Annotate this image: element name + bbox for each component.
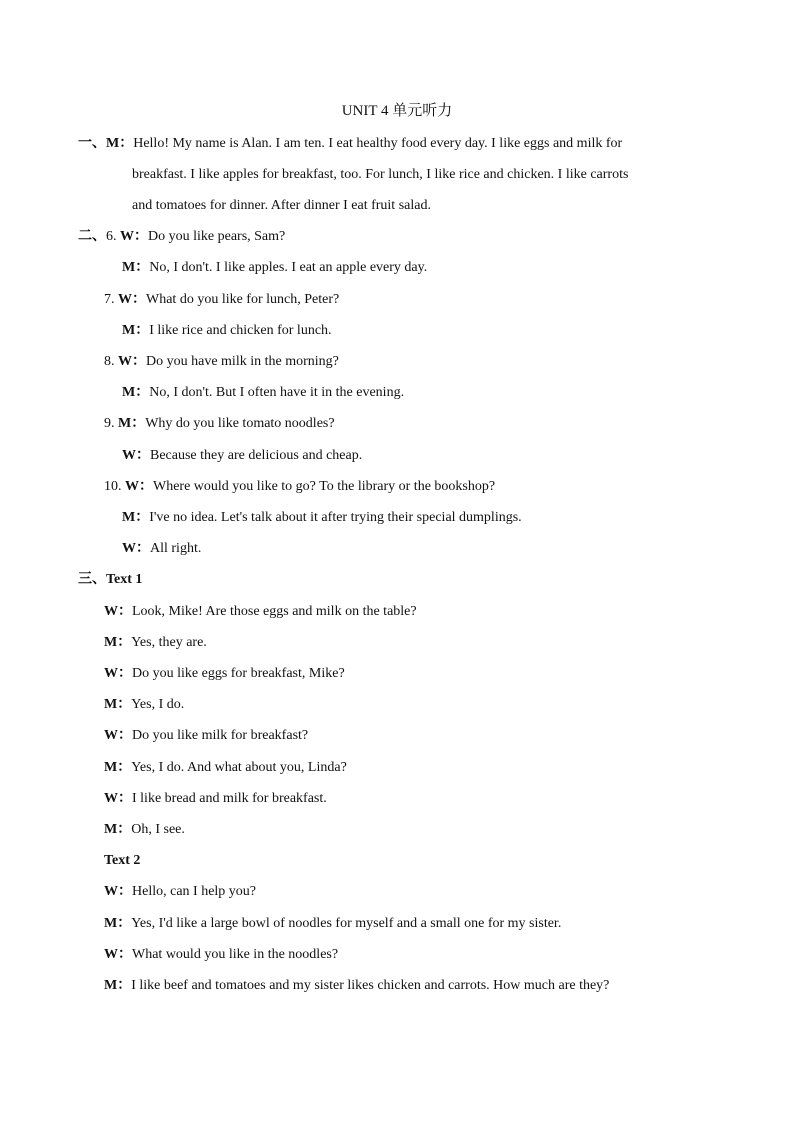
section-2-item-7-answer	[122, 321, 332, 341]
section-2-item-10-extra	[122, 539, 201, 559]
speaker-label: M：	[104, 635, 132, 650]
section-2-item-10-question	[104, 477, 495, 497]
speaker-label: W：	[104, 884, 132, 899]
speaker-label: M：	[122, 510, 150, 525]
dialogue-text: Yes, I'd like a large bowl of noodles for myself and a small one for my sister.	[131, 916, 562, 931]
section-2-item-9-answer	[122, 446, 362, 466]
section-1-line-1	[78, 134, 718, 154]
section-2-item-6-question	[78, 227, 285, 247]
dialogue-text: Look, Mike! Are those eggs and milk on the table?	[132, 604, 417, 619]
speaker-label: M：	[122, 260, 150, 275]
section-1-text-line-2: breakfast. I like apples for breakfast, too. For lunch, I like rice and chicken. I like carrots	[132, 167, 629, 182]
dialogue-line	[104, 602, 417, 622]
answer-text: All right.	[150, 541, 202, 556]
dialogue-line	[104, 726, 308, 746]
item-number: 7.	[104, 292, 115, 307]
section-2-item-6-answer	[122, 258, 427, 278]
dialogue-text: What would you like in the noodles?	[132, 947, 339, 962]
dialogue-text: I like beef and tomatoes and my sister likes chicken and carrots. How much are they?	[131, 978, 610, 993]
speaker-label: W：	[104, 791, 132, 806]
question-text: What do you like for lunch, Peter?	[146, 292, 340, 307]
section-2-mark: 二、	[78, 229, 106, 244]
answer-text: No, I don't. But I often have it in the evening.	[149, 385, 405, 400]
speaker-label: W：	[125, 479, 153, 494]
dialogue-text: Do you like milk for breakfast?	[132, 728, 309, 743]
dialogue-line	[104, 820, 185, 840]
speaker-label: M：	[122, 385, 150, 400]
dialogue-line	[104, 633, 207, 653]
question-text: Where would you like to go? To the library or the bookshop?	[153, 479, 496, 494]
item-number: 9.	[104, 416, 115, 431]
dialogue-text: Do you like eggs for breakfast, Mike?	[132, 666, 345, 681]
item-number: 6.	[106, 229, 117, 244]
speaker-label: W：	[104, 666, 132, 681]
item-number: 10.	[104, 479, 122, 494]
speaker-label: W：	[122, 541, 150, 556]
section-3-header	[78, 570, 142, 590]
section-3-mark: 三、	[78, 572, 106, 587]
section-1-text-line-1: Hello! My name is Alan. I am ten. I eat healthy food every day. I like eggs and milk for	[133, 136, 623, 151]
page-title: UNIT 4 单元听力	[341, 103, 453, 119]
speaker-label: W：	[122, 448, 150, 463]
dialogue-text: Hello, can I help you?	[132, 884, 257, 899]
answer-text: No, I don't. I like apples. I eat an apple every day.	[149, 260, 428, 275]
dialogue-line	[104, 664, 345, 684]
section-1-text-line-3: and tomatoes for dinner. After dinner I eat fruit salad.	[132, 198, 431, 213]
speaker-label: M：	[104, 978, 132, 993]
dialogue-text: Yes, they are.	[131, 635, 207, 650]
section-2-item-8-question	[104, 352, 339, 372]
question-text: Why do you like tomato noodles?	[145, 416, 335, 431]
section-2-item-8-answer	[122, 383, 404, 403]
answer-text: I like rice and chicken for lunch.	[149, 323, 332, 338]
speaker-label: M：	[118, 416, 146, 431]
dialogue-line	[104, 789, 327, 809]
dialogue-line	[104, 695, 184, 715]
dialogue-line	[104, 758, 347, 778]
speaker-label: W：	[118, 292, 146, 307]
speaker-label: M：	[122, 323, 150, 338]
speaker-label: M：	[104, 916, 132, 931]
section-2-item-10-answer	[122, 508, 522, 528]
speaker-label: W：	[118, 354, 146, 369]
speaker-label: W：	[104, 604, 132, 619]
text-2-label: Text 2	[104, 853, 141, 868]
section-2-item-9-question	[104, 414, 335, 434]
item-number: 8.	[104, 354, 115, 369]
speaker-label: M：	[106, 136, 134, 151]
dialogue-text: Yes, I do.	[131, 697, 185, 712]
question-text: Do you have milk in the morning?	[146, 354, 339, 369]
dialogue-line	[104, 945, 338, 965]
section-2-item-7-question	[104, 290, 339, 310]
dialogue-line	[104, 976, 609, 996]
answer-text: I've no idea. Let's talk about it after trying their special dumplings.	[149, 510, 522, 525]
dialogue-text: I like bread and milk for breakfast.	[132, 791, 327, 806]
section-1-mark: 一、	[78, 136, 106, 151]
dialogue-line	[104, 882, 256, 902]
text-1-label: Text 1	[106, 572, 143, 587]
speaker-label: M：	[104, 822, 132, 837]
answer-text: Because they are delicious and cheap.	[150, 448, 363, 463]
speaker-label: W：	[104, 947, 132, 962]
speaker-label: W：	[104, 728, 132, 743]
speaker-label: W：	[120, 229, 148, 244]
question-text: Do you like pears, Sam?	[148, 229, 286, 244]
speaker-label: M：	[104, 697, 132, 712]
dialogue-text: Yes, I do. And what about you, Linda?	[131, 760, 347, 775]
dialogue-text: Oh, I see.	[131, 822, 185, 837]
dialogue-line	[104, 914, 561, 934]
speaker-label: M：	[104, 760, 132, 775]
